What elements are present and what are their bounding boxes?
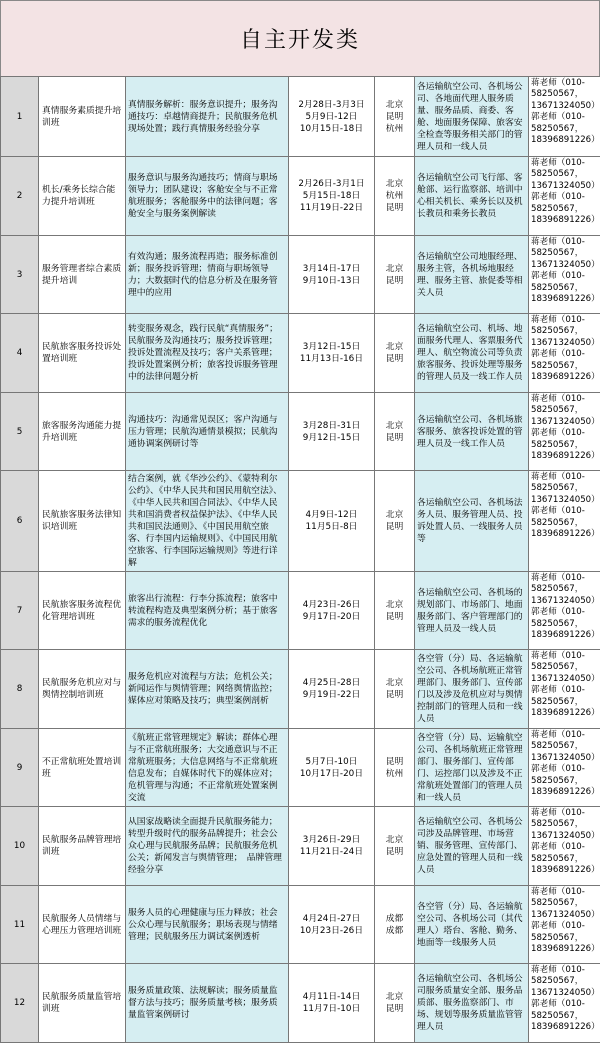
page-title: 自主开发类 xyxy=(240,23,360,54)
table-row xyxy=(1,314,600,393)
course-name: 民航旅客服务法律知识培训班 xyxy=(39,471,126,572)
course-name: 服务管理者综合素质提升培训 xyxy=(39,236,126,314)
course-content: 旅客出行流程：行李分拣流程；旅客中转流程构造及典型案例分析；基于旅客需求的服务流程优化 xyxy=(126,572,289,650)
course-contact: 蒋老师（010-58250567，13671324050） 郭老师（010-58250567，18396891226） xyxy=(529,964,600,1043)
row-number: 3 xyxy=(1,236,39,314)
course-dates: 4月25日-28日 9月19日-22日 xyxy=(289,650,375,729)
course-content: 服务意识与服务沟通技巧；情商与职场领导力；团队建设；客舱安全与不正常航班服务；客舱服务中的法律问题；客舱安全与服务案例解读 xyxy=(126,157,289,236)
course-target: 各运输航空公司、各机场法务人员、服务管理人员、投诉处置人员、一线服务人员等 xyxy=(415,471,529,572)
course-name: 民航服务品牌管理培训班 xyxy=(39,807,126,886)
course-name: 民航旅客服务投诉处置培训班 xyxy=(39,314,126,393)
course-target: 各运输航空公司飞行部、客舱部、运行监察部、培训中心相关机长、乘务长以及机长教员和乘务长教员 xyxy=(415,157,529,236)
course-content: 服务人员的心理健康与压力释放；社会公众心理与民航服务；职场表现与情绪管理；民航服务压力调试案例透析 xyxy=(126,886,289,964)
row-number: 2 xyxy=(1,157,39,236)
course-content: 从国家战略读全面提升民航服务能力； 转型升级时代的服务品牌提升；社会公众心理与民航服务品牌；民航服务危机公关；新闻发言与舆情管理； 品牌管理经验分享 xyxy=(126,807,289,886)
course-dates: 4月11日-14日 11月7日-10日 xyxy=(289,964,375,1043)
course-contact: 蒋老师（010-58250567，13671324050） 郭老师（010-58250567，18396891226） xyxy=(529,157,600,236)
course-name: 民航旅客服务流程优化管理培训班 xyxy=(39,572,126,650)
table-row xyxy=(1,572,600,650)
row-number: 8 xyxy=(1,650,39,729)
course-contact: 蒋老师（010-58250567，13671324050） 郭老师（010-58250567，18396891226） xyxy=(529,729,600,807)
course-city: 北京 昆明 xyxy=(375,650,415,729)
course-target: 各运输航空公司、各机场公司、各地面代理人服务质量、服务品质、商委、客舱、地面服务保障、旅客安全检查等服务相关部门的管理人员和一线人员 xyxy=(415,77,529,157)
course-dates: 3月14日-17日 9月10日-13日 xyxy=(289,236,375,314)
course-name: 民航服务危机应对与舆情控制培训班 xyxy=(39,650,126,729)
course-city: 昆明 杭州 xyxy=(375,729,415,807)
course-name: 民航服务质量监管培训班 xyxy=(39,964,126,1043)
course-contact: 蒋老师（010-58250567，13671324050） 郭老师（010-58250567，18396891226） xyxy=(529,393,600,471)
course-target: 各运输航空公司、各机场旅客服务、旅客投诉处置的管理人员及一线工作人员 xyxy=(415,393,529,471)
row-number: 6 xyxy=(1,471,39,572)
table-row xyxy=(1,77,600,157)
course-content: 服务危机应对流程与方法；危机公关；新闻运作与舆情管理；网络舆情监控；媒体应对策略及技巧；典型案例剖析 xyxy=(126,650,289,729)
table-row xyxy=(1,393,600,471)
course-dates: 4月9日-12日 11月5日-8日 xyxy=(289,471,375,572)
course-contact: 蒋老师（010-58250567，13671324050） 郭老师（010-58250567，18396891226） xyxy=(529,572,600,650)
course-city: 北京 昆明 xyxy=(375,964,415,1043)
course-target: 各运输航空公司地服经理、服务主管，各机场地服经理、服务主管、旅促委等相关人员 xyxy=(415,236,529,314)
table-row xyxy=(1,157,600,236)
course-dates: 2月26日-3月1日 5月15日-18日 11月19日-22日 xyxy=(289,157,375,236)
course-contact: 蒋老师（010-58250567，13671324050） 郭老师（010-58250567，18396891226） xyxy=(529,236,600,314)
course-contact: 蒋老师（010-58250567，13671324050） 郭老师（010-58250567，18396891226） xyxy=(529,807,600,886)
course-city: 北京 昆明 xyxy=(375,572,415,650)
course-target: 各空管（分）局、各运输航空公司、各机场航班正常管理部门、服务部门、宣传部门以及涉及危机应对与舆情控制部门的管理人员和一线人员 xyxy=(415,650,529,729)
course-content: 真情服务解析：服务意识提升；服务沟通技巧：卓越情商提升；民航服务危机现场处置；践行真情服务经验分享 xyxy=(126,77,289,157)
course-content: 《航班正常管理规定》解读；群体心理与不正常航班服务；大交通意识与不正常航班服务；大信息网络与不正常航班信息发布；自媒体时代下的媒体应对；危机管理与沟通；不正常航班处置案例交流 xyxy=(126,729,289,807)
course-name: 民航服务人员情绪与心理压力管理培训班 xyxy=(39,886,126,964)
course-city: 北京 昆明 杭州 xyxy=(375,77,415,157)
row-number: 5 xyxy=(1,393,39,471)
row-number: 11 xyxy=(1,886,39,964)
course-content: 服务质量政策、法规解读；服务质量监督方法与技巧；服务质量考核；服务质量监管案例研讨 xyxy=(126,964,289,1043)
row-number: 7 xyxy=(1,572,39,650)
course-target: 各运输航空公司、各机场的规划部门、市场部门、地面服务部门、客户管理部门的管理人员及一线人员 xyxy=(415,572,529,650)
course-dates: 4月24日-27日 10月23日-26日 xyxy=(289,886,375,964)
course-contact: 蒋老师（010-58250567，13671324050） 郭老师（010-58250567，18396891226） xyxy=(529,471,600,572)
course-name: 不正常航班处置培训班 xyxy=(39,729,126,807)
course-table-body xyxy=(1,77,600,1043)
course-target: 各运输航空公司、机场、地面服务代理人、客票服务代理人、航空物流公司等负责旅客服务、投诉处理等服务的管理人员及一线工作人员 xyxy=(415,314,529,393)
course-contact: 蒋老师（010-58250567，13671324050） 郭老师（010-58250567，18396891226） xyxy=(529,650,600,729)
course-dates: 3月26日-29日 11月21日-24日 xyxy=(289,807,375,886)
row-number: 4 xyxy=(1,314,39,393)
table-row xyxy=(1,807,600,886)
course-city: 成都 成都 xyxy=(375,886,415,964)
course-target: 各空管（分）局、运输航空公司、各机场航班正常管理部门、服务部门、宣传部门、运控部门以及涉及不正常航班处置部门的管理人员和一线人员 xyxy=(415,729,529,807)
course-name: 真情服务素质提升培训班 xyxy=(39,77,126,157)
course-city: 北京 昆明 xyxy=(375,314,415,393)
row-number: 9 xyxy=(1,729,39,807)
course-content: 结合案例，就《华沙公约》、《蒙特利尔公约》、《中华人民共和国民用航空法》、《中华人民共和国合同法》、《中华人民共和国消费者权益保护法》、《中华人民共和国民法通则》、《中国民用航空旅客、行李国内运输规则》、《中国民用航空旅客、行李国际运输规则》等进行详解 xyxy=(126,471,289,572)
row-number: 12 xyxy=(1,964,39,1043)
course-content: 沟通技巧：沟通常见误区；客户沟通与压力管理；民航沟通情景模拟；民航沟通协调案例研讨等 xyxy=(126,393,289,471)
course-target: 各运输航空公司、各机场公司服务质量安全部、服务品质部、服务监察部门、市场、规划等服务质量监管管理人员 xyxy=(415,964,529,1043)
table-row xyxy=(1,236,600,314)
course-content: 转变服务观念，践行民航“真情服务”；民航服务及沟通技巧；服务投诉管理；投诉处置流程及技巧；客户关系管理；投诉处置案例分析；旅客投诉服务管理中的法律问题分析 xyxy=(126,314,289,393)
course-contact: 蒋老师（010-58250567，13671324050） 郭老师（010-58250567，18396891226） xyxy=(529,886,600,964)
course-name: 机长/乘务长综合能力提升培训班 xyxy=(39,157,126,236)
page-header xyxy=(0,0,600,76)
course-contact: 蒋老师（010-58250567，13671324050） 郭老师（010-58250567，18396891226） xyxy=(529,77,600,157)
course-dates: 4月23日-26日 9月17日-20日 xyxy=(289,572,375,650)
course-city: 北京 昆明 xyxy=(375,236,415,314)
course-contact: 蒋老师（010-58250567，13671324050） 郭老师（010-58250567，18396891226） xyxy=(529,314,600,393)
row-number: 10 xyxy=(1,807,39,886)
course-dates: 3月12日-15日 11月13日-16日 xyxy=(289,314,375,393)
course-table xyxy=(0,76,600,1043)
table-row xyxy=(1,471,600,572)
course-city: 北京 杭州 昆明 xyxy=(375,157,415,236)
table-row xyxy=(1,729,600,807)
course-target: 各运输航空公司、各机场公司涉及品牌管理、市场营销、服务管理、宣传部门、应急处置的管理人员和一线人员 xyxy=(415,807,529,886)
course-city: 北京 昆明 xyxy=(375,807,415,886)
course-dates: 2月28日-3月3日 5月9日-12日 10月15日-18日 xyxy=(289,77,375,157)
course-dates: 5月7日-10日 10月17日-20日 xyxy=(289,729,375,807)
table-row xyxy=(1,886,600,964)
table-row xyxy=(1,650,600,729)
course-city: 北京 昆明 xyxy=(375,471,415,572)
course-dates: 3月28日-31日 9月12日-15日 xyxy=(289,393,375,471)
course-target: 各空管（分）局、各运输航空公司、各机场公司（其代理人）塔台、客舱、勤务、地面等一线服务人员 xyxy=(415,886,529,964)
row-number: 1 xyxy=(1,77,39,157)
course-city: 北京 昆明 xyxy=(375,393,415,471)
table-row xyxy=(1,964,600,1043)
course-name: 旅客服务沟通能力提升培训班 xyxy=(39,393,126,471)
course-content: 有效沟通；服务流程再造；服务标准创新；服务投诉管理；情商与职场领导力；大数据时代的信息分析及在服务管理中的应用 xyxy=(126,236,289,314)
